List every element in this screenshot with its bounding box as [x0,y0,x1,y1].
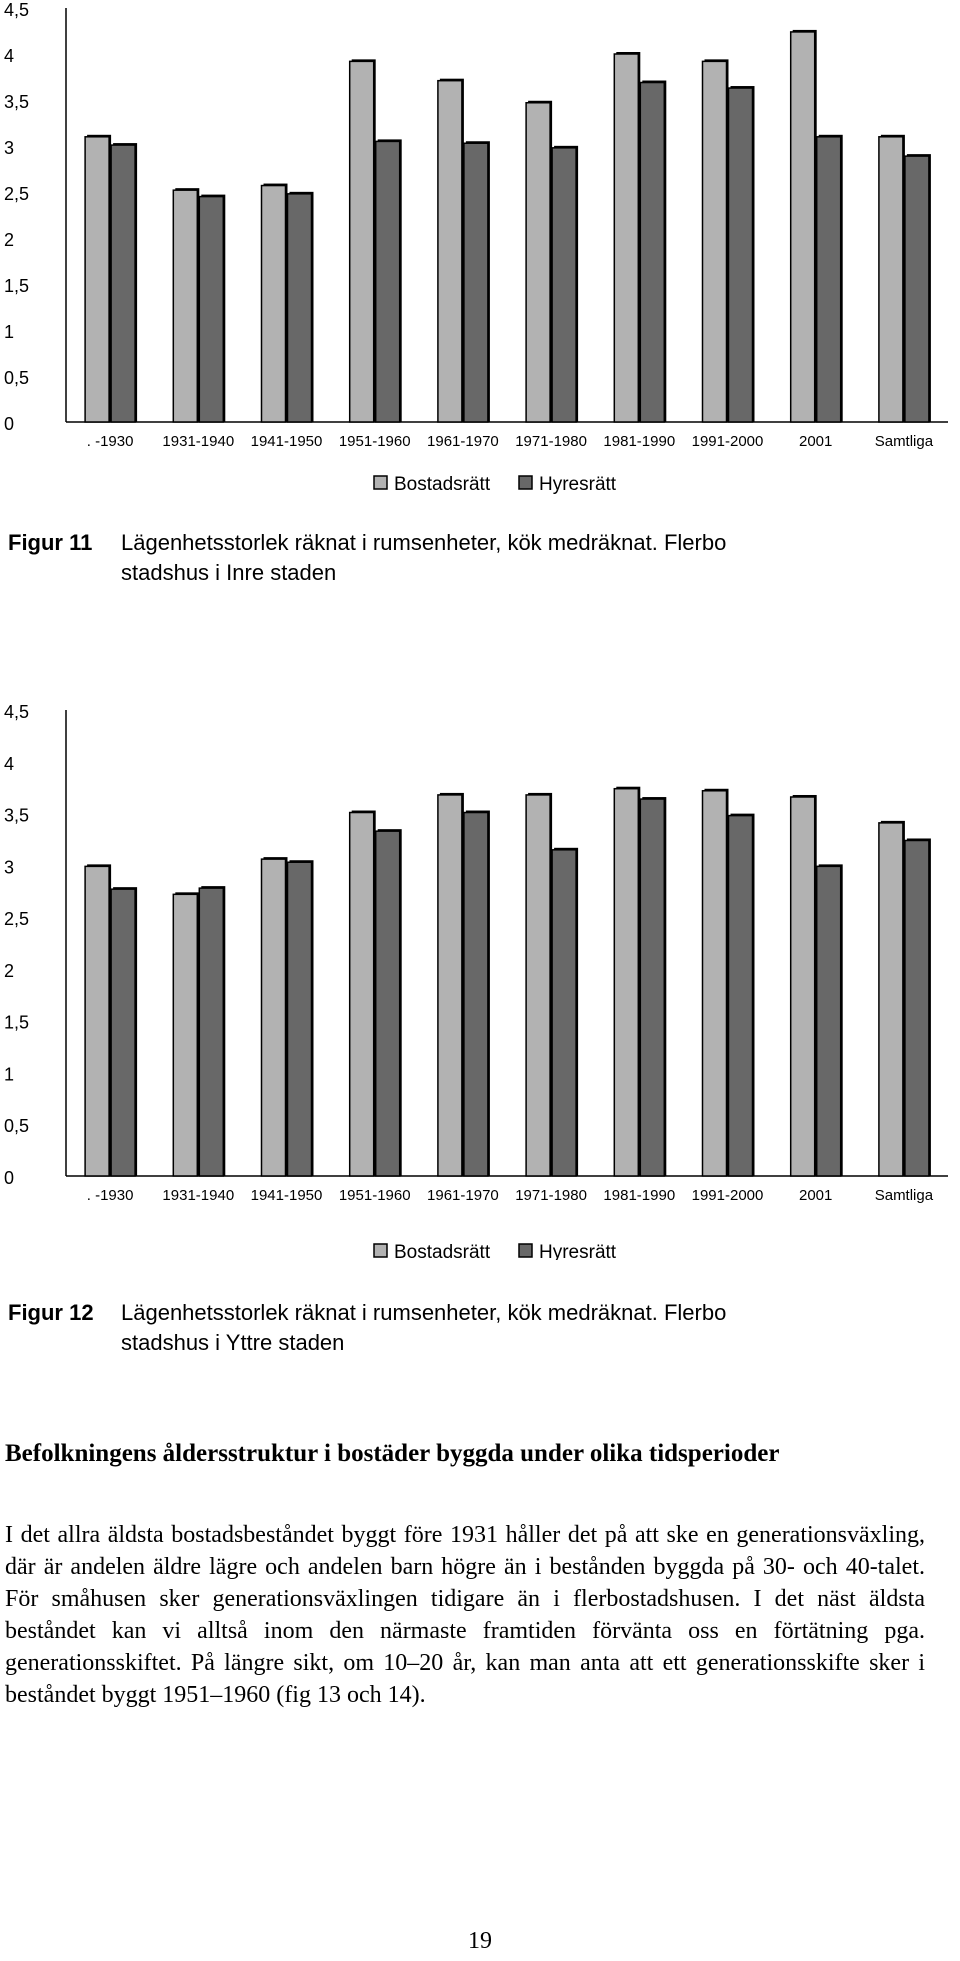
bar-bostadsratt [350,813,374,1176]
bar-bostadsratt [262,859,286,1176]
x-tick-label: 1951-1960 [338,1187,411,1204]
x-tick-label: 1981-1990 [603,433,676,450]
bar-hyresratt [464,143,488,422]
x-tick-label: Samtliga [874,1187,934,1204]
figure-number: Figur 12 [8,1300,94,1325]
bar-hyresratt [111,889,135,1176]
figure-number: Figur 11 [8,530,93,555]
legend-label: Bostadsrätt [394,474,491,495]
bar-hyresratt [288,194,312,422]
legend [374,474,617,495]
y-tick-label: 1 [4,1064,15,1085]
y-tick-label: 2 [4,960,15,981]
bar-bostadsratt [438,795,462,1176]
caption-text-line2: stadshus i Yttre staden [121,1330,345,1355]
x-tick-label: 1951-1960 [338,433,411,450]
x-tick-label: 1971-1980 [515,433,587,450]
bar-hyresratt [288,862,312,1176]
x-tick-label: Samtliga [874,433,934,450]
figure-11-caption [8,528,948,588]
bar-bostadsratt [703,791,727,1176]
x-tick-label: 2001 [799,1187,833,1204]
bar-chart-svg [0,0,960,510]
bar-bostadsratt [791,797,815,1176]
section-heading: Befolkningens åldersstruktur i bostäder byggda under olika tidsperioder [5,1440,780,1467]
bar-hyresratt [640,799,664,1176]
legend-label: Hyresrätt [539,1242,617,1260]
figure-11-chart [0,0,960,510]
legend-swatch [374,1244,387,1257]
x-tick-label: 1971-1980 [515,1187,587,1204]
x-tick-label: 2001 [799,433,833,450]
bar-bostadsratt [703,61,727,422]
y-tick-label: 4 [4,46,15,66]
legend-label: Hyresrätt [539,474,617,495]
y-tick-label: 0,5 [4,1116,30,1137]
legend-label: Bostadsrätt [394,1242,491,1260]
bar-hyresratt [111,145,135,422]
x-tick-label: 1961-1970 [427,433,499,450]
legend-swatch [519,476,532,489]
bar-bostadsratt [262,186,286,422]
figure-12-chart [0,700,960,1260]
y-tick-label: 2 [4,230,15,250]
bar-hyresratt [199,888,223,1176]
bar-bostadsratt [85,137,109,422]
section-body: I det allra äldsta bostadsbeståndet byggt före 1931 håller det på att ske en generationsväxling, där är andelen äldre lägre och andelen barn högre än i bestånden byggda på 30- och 40-talet. För småhusen sker generationsväxlingen tidigare än i flerbostadshusen. I det näst äldsta beståndet kan vi alltså inom den närmaste framtiden förvänta oss en förtätning pga. generationsskiftet. På längre sikt, om 10–20 år, kan man anta att ett generationsskifte sker i beståndet byggt 1951–1960 (fig 13 och 14). [5,1522,925,1708]
y-tick-label: 4,5 [4,0,30,20]
legend-swatch [519,1244,532,1257]
bar-hyresratt [905,156,929,422]
y-tick-label: 1,5 [4,1012,30,1033]
bar-hyresratt [552,148,576,422]
bar-hyresratt [817,137,841,422]
page-number: 19 [468,1928,492,1954]
y-tick-label: 3 [4,138,15,158]
figure-12-caption [8,1298,948,1358]
bar-bostadsratt [791,32,815,422]
y-tick-label: 3,5 [4,805,30,826]
caption-text-line2: stadshus i Inre staden [121,560,337,585]
x-tick-label: 1981-1990 [603,1187,676,1204]
bar-hyresratt [376,831,400,1176]
bar-bostadsratt [438,81,462,422]
y-tick-label: 0,5 [4,368,30,388]
bar-hyresratt [729,816,753,1176]
legend-swatch [374,476,387,489]
bar-bostadsratt [614,54,638,422]
x-tick-label: 1941-1950 [250,1187,323,1204]
bar-bostadsratt [614,789,638,1176]
bar-hyresratt [552,850,576,1176]
bar-hyresratt [640,83,664,422]
caption-text: Lägenhetsstorlek räknat i rumsenheter, kök medräknat. Flerbo [121,1300,727,1325]
y-tick-label: 4,5 [4,702,30,722]
bar-bostadsratt [350,61,374,422]
y-tick-label: 0 [4,414,15,434]
y-tick-label: 4 [4,753,15,774]
bar-hyresratt [376,141,400,422]
x-tick-label: 1941-1950 [250,433,323,450]
bar-hyresratt [817,866,841,1176]
y-tick-label: 3 [4,857,15,878]
x-tick-label: . -1930 [86,1187,134,1204]
caption-text: Lägenhetsstorlek räknat i rumsenheter, kök medräknat. Flerbo [121,530,727,555]
x-tick-label: 1991-2000 [691,1187,764,1204]
y-tick-label: 2,5 [4,909,30,930]
bar-hyresratt [729,88,753,422]
y-tick-label: 1 [4,322,15,342]
bar-hyresratt [199,197,223,422]
y-tick-label: 2,5 [4,184,30,204]
bar-bostadsratt [173,190,197,422]
x-tick-label: 1961-1970 [427,1187,499,1204]
bar-bostadsratt [879,823,903,1176]
y-tick-label: 1,5 [4,276,30,296]
bar-bostadsratt [85,866,109,1176]
x-tick-label: 1991-2000 [691,433,764,450]
bar-bostadsratt [526,103,550,422]
x-tick-label: 1931-1940 [162,433,235,450]
y-tick-label: 3,5 [4,92,30,112]
bar-hyresratt [464,813,488,1176]
legend [374,1242,617,1260]
bar-bostadsratt [526,795,550,1176]
x-tick-label: 1931-1940 [162,1187,235,1204]
y-tick-label: 0 [4,1168,15,1188]
x-tick-label: . -1930 [86,433,134,450]
bar-chart-svg [0,700,960,1260]
bar-bostadsratt [173,894,197,1176]
bar-hyresratt [905,840,929,1176]
bar-bostadsratt [879,137,903,422]
